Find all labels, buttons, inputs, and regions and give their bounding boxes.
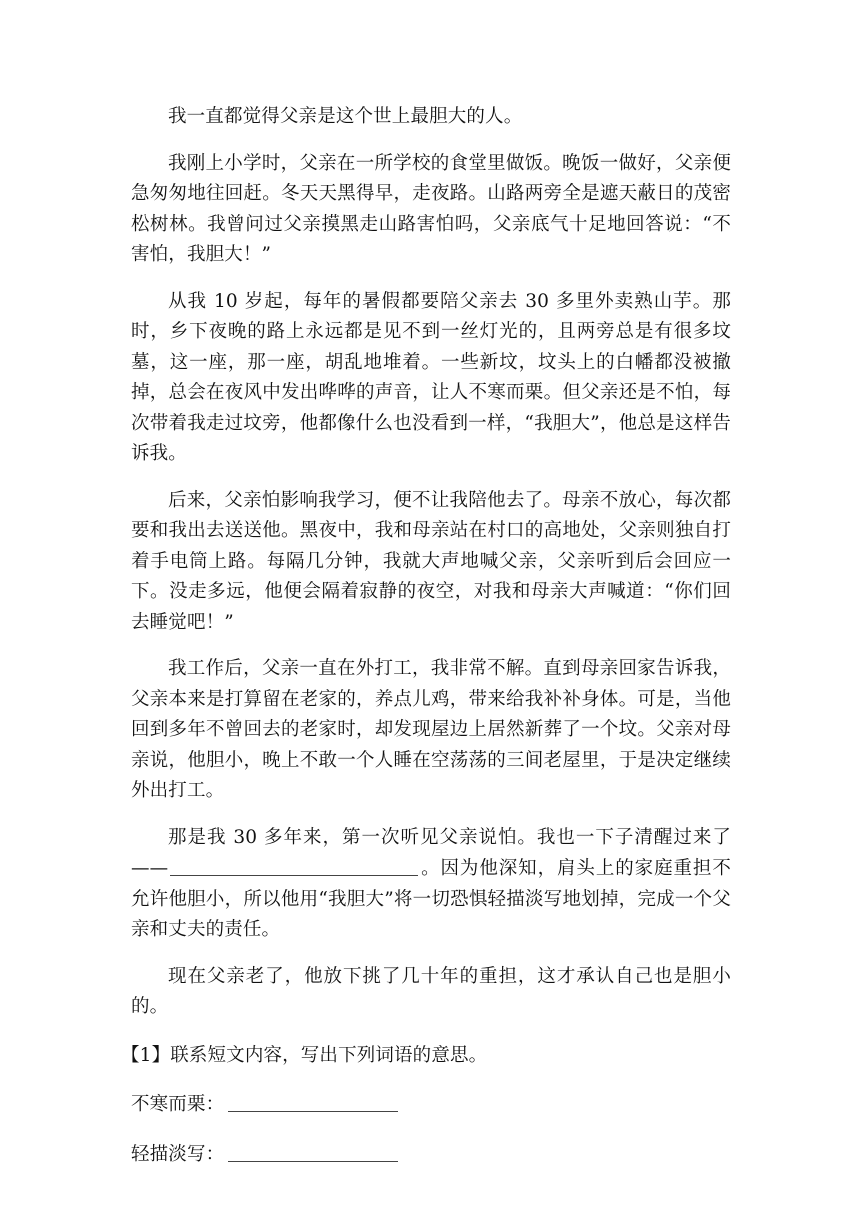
question-title: 【1】联系短文内容，写出下列词语的意思。 <box>121 1044 488 1066</box>
paragraph-5: 我工作后，父亲一直在外打工，我非常不解。直到母亲回家告诉我，父亲本来是打算留在老家的，养点儿鸡，带来给我补补身体。可是，当他回到多年不曾回去的老家时，却发现屋边上居然新葬了一个坟。父亲对母亲说，他胆小，晚上不敢一个人睡在空荡荡的三间老屋里，于是决定继续外出打工。 <box>131 658 731 801</box>
paragraph-7: 现在父亲老了，他放下挑了几十年的重担，这才承认自己也是胆小的。 <box>131 965 731 1017</box>
fill-in-blank-line[interactable] <box>170 853 418 876</box>
paragraph-6-before-blank: 那是我 30 多年来，第一次听见父亲说怕。我也一下子清醒过来了—— <box>131 826 731 879</box>
paragraph-6-after-blank: 。因为他深知，肩头上的家庭重担不允许他胆小，所以他用“我胆大”将一切恐惧轻描淡写地划掉，完成一个父亲和丈夫的责任。 <box>131 858 731 940</box>
passage-body <box>121 102 731 1188</box>
paragraph-2: 我刚上小学时，父亲在一所学校的食堂里做饭。晚饭一做好，父亲便急匆匆地往回赶。冬天天黑得早，走夜路。山路两旁全是遮天蔽日的茂密松树林。我曾问过父亲摸黑走山路害怕吗，父亲底气十足地回答说：“不害怕，我胆大！” <box>131 152 731 265</box>
paragraph-6 <box>131 823 731 946</box>
paragraph-3: 从我 10 岁起，每年的暑假都要陪父亲去 30 多里外卖熟山芋。那时，乡下夜晚的路上永远都是见不到一丝灯光的，且两旁总是有很多坟墓，这一座，那一座，胡乱地堆着。一些新坟，坟头上的白幡都没被撤掉，总会在夜风中发出哗哗的声音，让人不寒而栗。但父亲还是不怕，每次带着我走过坟旁，他都像什么也没看到一样，“我胆大”，他总是这样告诉我。 <box>131 290 731 464</box>
answer-item-1-blank[interactable] <box>228 1089 398 1112</box>
answer-item-1-label: 不寒而栗： <box>131 1094 225 1115</box>
paragraph-4: 后来，父亲怕影响我学习，便不让我陪他去了。母亲不放心，每次都要和我出去送送他。黑夜中，我和母亲站在村口的高地处，父亲则独自打着手电筒上路。每隔几分钟，我就大声地喊父亲，父亲听到后会回应一下。没走多远，他便会隔着寂静的夜空，对我和母亲大声喊道：“你们回去睡觉吧！” <box>131 489 731 633</box>
paragraph-1: 我一直都觉得父亲是这个世上最胆大的人。 <box>168 106 523 127</box>
answer-item-2 <box>131 1139 731 1171</box>
answer-item-2-label: 轻描淡写： <box>131 1143 225 1165</box>
answer-item-2-blank[interactable] <box>228 1139 398 1162</box>
answer-item-1 <box>131 1089 731 1121</box>
